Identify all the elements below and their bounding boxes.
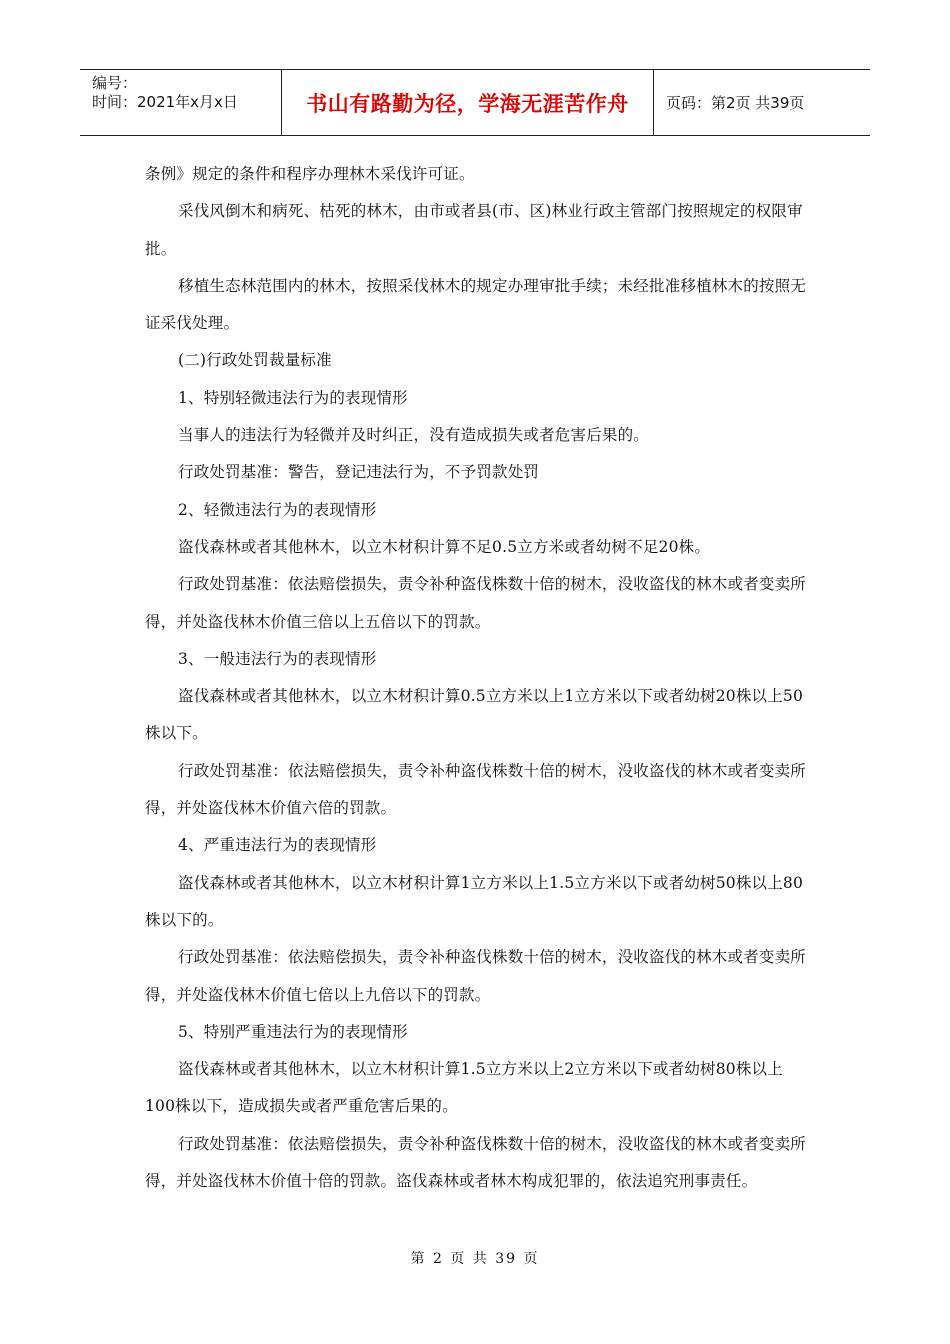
page-header	[80, 69, 870, 136]
document-body	[145, 156, 810, 1200]
paragraph: 盗伐森林或者其他林木，以立木材积计算0.5立方米以上1立方米以下或者幼树20株以上50株以下。	[145, 687, 804, 743]
paragraph: 行政处罚基准：依法赔偿损失，责令补种盗伐株数十倍的树木，没收盗伐的林木或者变卖所得，并处盗伐林木价值七倍以上九倍以下的罚款。	[145, 948, 807, 1004]
paragraph: 条例》规定的条件和程序办理林木采伐许可证。	[145, 165, 475, 183]
paragraph: 盗伐森林或者其他林木，以立木材积计算1.5立方米以上2立方米以下或者幼树80株以上100株以下，造成损失或者严重危害后果的。	[145, 1060, 783, 1116]
paragraph: 2、轻微违法行为的表现情形	[178, 500, 377, 519]
page-footer: 第 2 页 共 39 页	[410, 1251, 540, 1267]
paragraph: 行政处罚基准：警告，登记违法行为，不予罚款处罚	[178, 463, 540, 482]
paragraph: 盗伐森林或者其他林木，以立木材积计算1立方米以上1.5立方米以下或者幼树50株以上80株以下的。	[145, 873, 804, 929]
paragraph: 4、严重违法行为的表现情形	[178, 836, 377, 855]
header-meta	[80, 70, 282, 135]
paragraph: 3、一般违法行为的表现情形	[178, 649, 377, 668]
document-date: 时间：2021年x月x日	[92, 93, 238, 111]
paragraph: 行政处罚基准：依法赔偿损失，责令补种盗伐株数十倍的树木，没收盗伐的林木或者变卖所得，并处盗伐林木价值六倍的罚款。	[145, 761, 807, 818]
paragraph: 5、特别严重违法行为的表现情形	[178, 1022, 408, 1041]
paragraph: 当事人的违法行为轻微并及时纠正，没有造成损失或者危害后果的。	[178, 426, 650, 445]
paragraph: 采伐风倒木和病死、枯死的林木，由市或者县(市、区)林业行政主管部门按照规定的权限审批。	[145, 202, 803, 258]
paragraph: 1、特别轻微违法行为的表现情形	[178, 388, 408, 407]
paragraph: 盗伐森林或者其他林木，以立木材积计算不足0.5立方米或者幼树不足20株。	[178, 537, 711, 556]
paragraph: 行政处罚基准：依法赔偿损失，责令补种盗伐株数十倍的树木，没收盗伐的林木或者变卖所得，并处盗伐林木价值十倍的罚款。盗伐森林或者林木构成犯罪的，依法追究刑事责任。	[145, 1134, 807, 1191]
header-page-info: 页码：第2页 共39页	[666, 94, 805, 112]
paragraph: 行政处罚基准：依法赔偿损失，责令补种盗伐株数十倍的树木，没收盗伐的林木或者变卖所得，并处盗伐林木价值三倍以上五倍以下的罚款。	[145, 575, 807, 631]
paragraph: (二)行政处罚裁量标准	[178, 351, 332, 370]
document-number-label: 编号：	[92, 74, 138, 92]
paragraph: 移植生态林范围内的林木，按照采伐林木的规定办理审批手续；未经批准移植林木的按照无证采伐处理。	[145, 276, 807, 333]
header-motto: 书山有路勤为径，学海无涯苦作舟	[282, 70, 654, 135]
